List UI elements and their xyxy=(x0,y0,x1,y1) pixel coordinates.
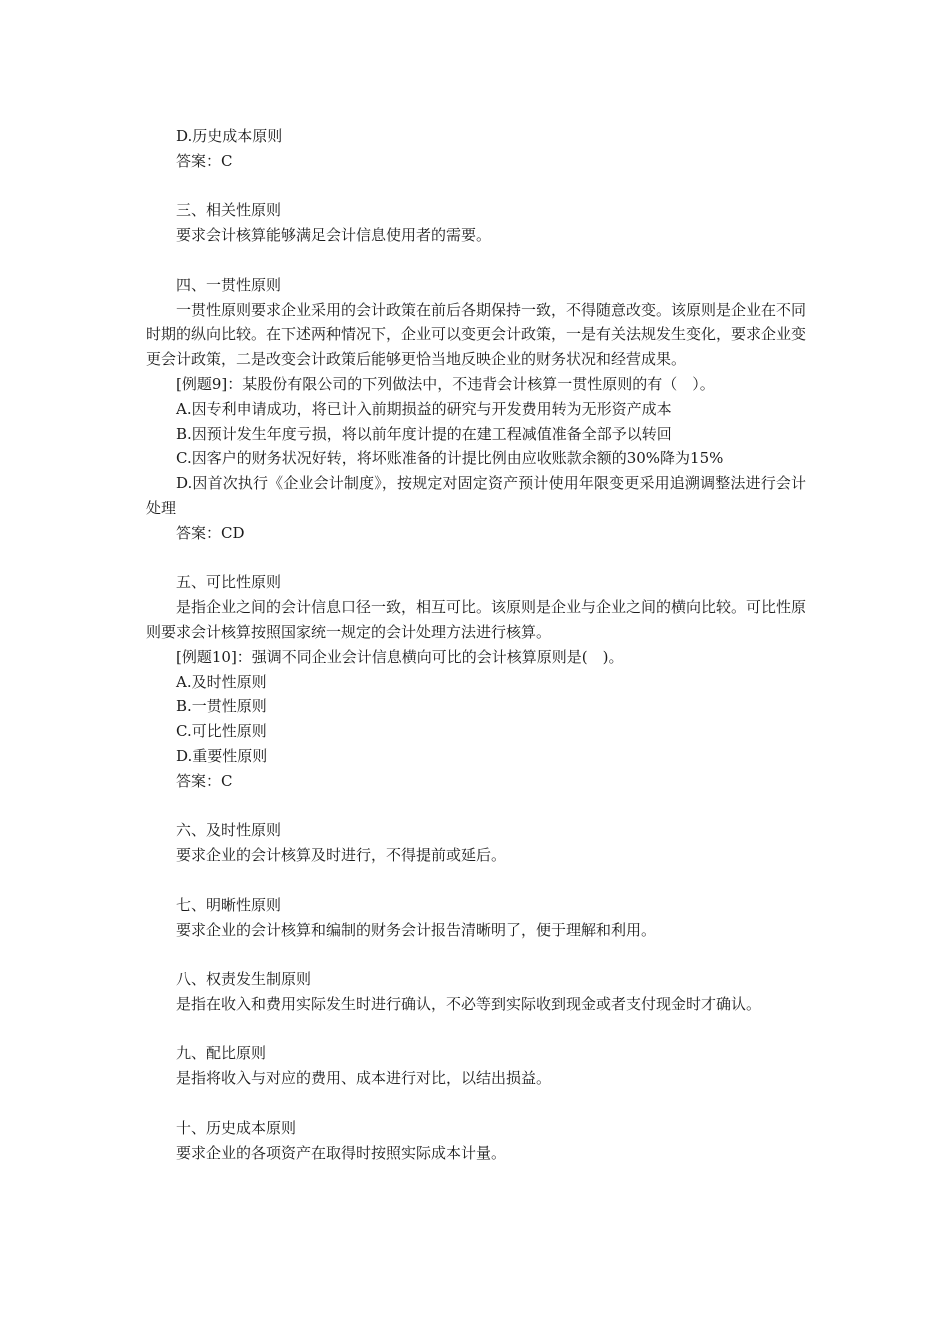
example-9-option-a: A.因专利申请成功，将已计入前期损益的研究与开发费用转为无形资产成本 xyxy=(176,399,672,418)
example-10-option-b: B.一贯性原则 xyxy=(176,697,267,716)
prev-answer: 答案：C xyxy=(176,151,233,170)
section-3-heading: 三、相关性原则 xyxy=(176,201,282,220)
example-10-option-a: A.及时性原则 xyxy=(176,672,267,691)
example-9-option-b: B.因预计发生年度亏损，将以前年度计提的在建工程减值准备全部予以转回 xyxy=(176,424,672,443)
section-3-text: 要求会计核算能够满足会计信息使用者的需要。 xyxy=(176,226,492,245)
section-9-text: 是指将收入与对应的费用、成本进行对比，以结出损益。 xyxy=(176,1069,552,1088)
spacer xyxy=(146,1017,806,1042)
spacer xyxy=(146,1091,806,1116)
document-body xyxy=(146,124,806,1165)
section-10-heading: 十、历史成本原则 xyxy=(176,1118,297,1137)
prev-option-d: D.历史成本原则 xyxy=(176,127,283,145)
spacer xyxy=(146,248,806,273)
spacer xyxy=(146,174,806,199)
example-9-answer: 答案：CD xyxy=(176,523,245,542)
example-10-question: [例题10]：强调不同企业会计信息横向可比的会计核算原则是( )。 xyxy=(176,647,624,666)
section-7-text: 要求企业的会计核算和编制的财务会计报告清晰明了，便于理解和利用。 xyxy=(176,920,657,939)
section-10-text: 要求企业的各项资产在取得时按照实际成本计量。 xyxy=(176,1143,507,1162)
example-9-option-c: C.因客户的财务状况好转，将坏账准备的计提比例由应收账款余额的30%降为15% xyxy=(176,449,724,468)
example-10-answer: 答案：C xyxy=(176,771,233,790)
section-5-text: 是指企业之间的会计信息口径一致，相互可比。该原则是企业与企业之间的横向比较。可比性原则要求会计核算按照国家统一规定的会计处理方法进行核算。 xyxy=(146,598,807,641)
spacer xyxy=(146,942,806,967)
spacer xyxy=(146,868,806,893)
example-9-question: [例题9]：某股份有限公司的下列做法中，不违背会计核算一贯性原则的有（ ）。 xyxy=(176,374,715,393)
section-9-heading: 九、配比原则 xyxy=(176,1044,267,1063)
section-8-text: 是指在收入和费用实际发生时进行确认，不必等到实际收到现金或者支付现金时才确认。 xyxy=(176,994,762,1013)
example-10-option-c: C.可比性原则 xyxy=(176,722,267,741)
section-7-heading: 七、明晰性原则 xyxy=(176,895,282,914)
section-6-heading: 六、及时性原则 xyxy=(176,821,282,840)
spacer xyxy=(146,546,806,571)
section-5-heading: 五、可比性原则 xyxy=(176,573,282,592)
spacer xyxy=(146,794,806,819)
section-8-heading: 八、权责发生制原则 xyxy=(176,970,312,989)
section-4-text: 一贯性原则要求企业采用的会计政策在前后各期保持一致，不得随意改变。该原则是企业在不同时期的纵向比较。在下述两种情况下，企业可以变更会计政策，一是有关法规发生变化，要求企业变更会计政策，二是改变会计政策后能够更恰当地反映企业的财务状况和经营成果。 xyxy=(146,300,807,369)
example-10-option-d: D.重要性原则 xyxy=(176,746,268,765)
section-6-text: 要求企业的会计核算及时进行，不得提前或延后。 xyxy=(176,846,507,865)
example-9-option-d: D.因首次执行《企业会计制度》，按规定对固定资产预计使用年限变更采用追溯调整法进行会计处理 xyxy=(146,474,806,517)
section-4-heading: 四、一贯性原则 xyxy=(176,275,282,294)
